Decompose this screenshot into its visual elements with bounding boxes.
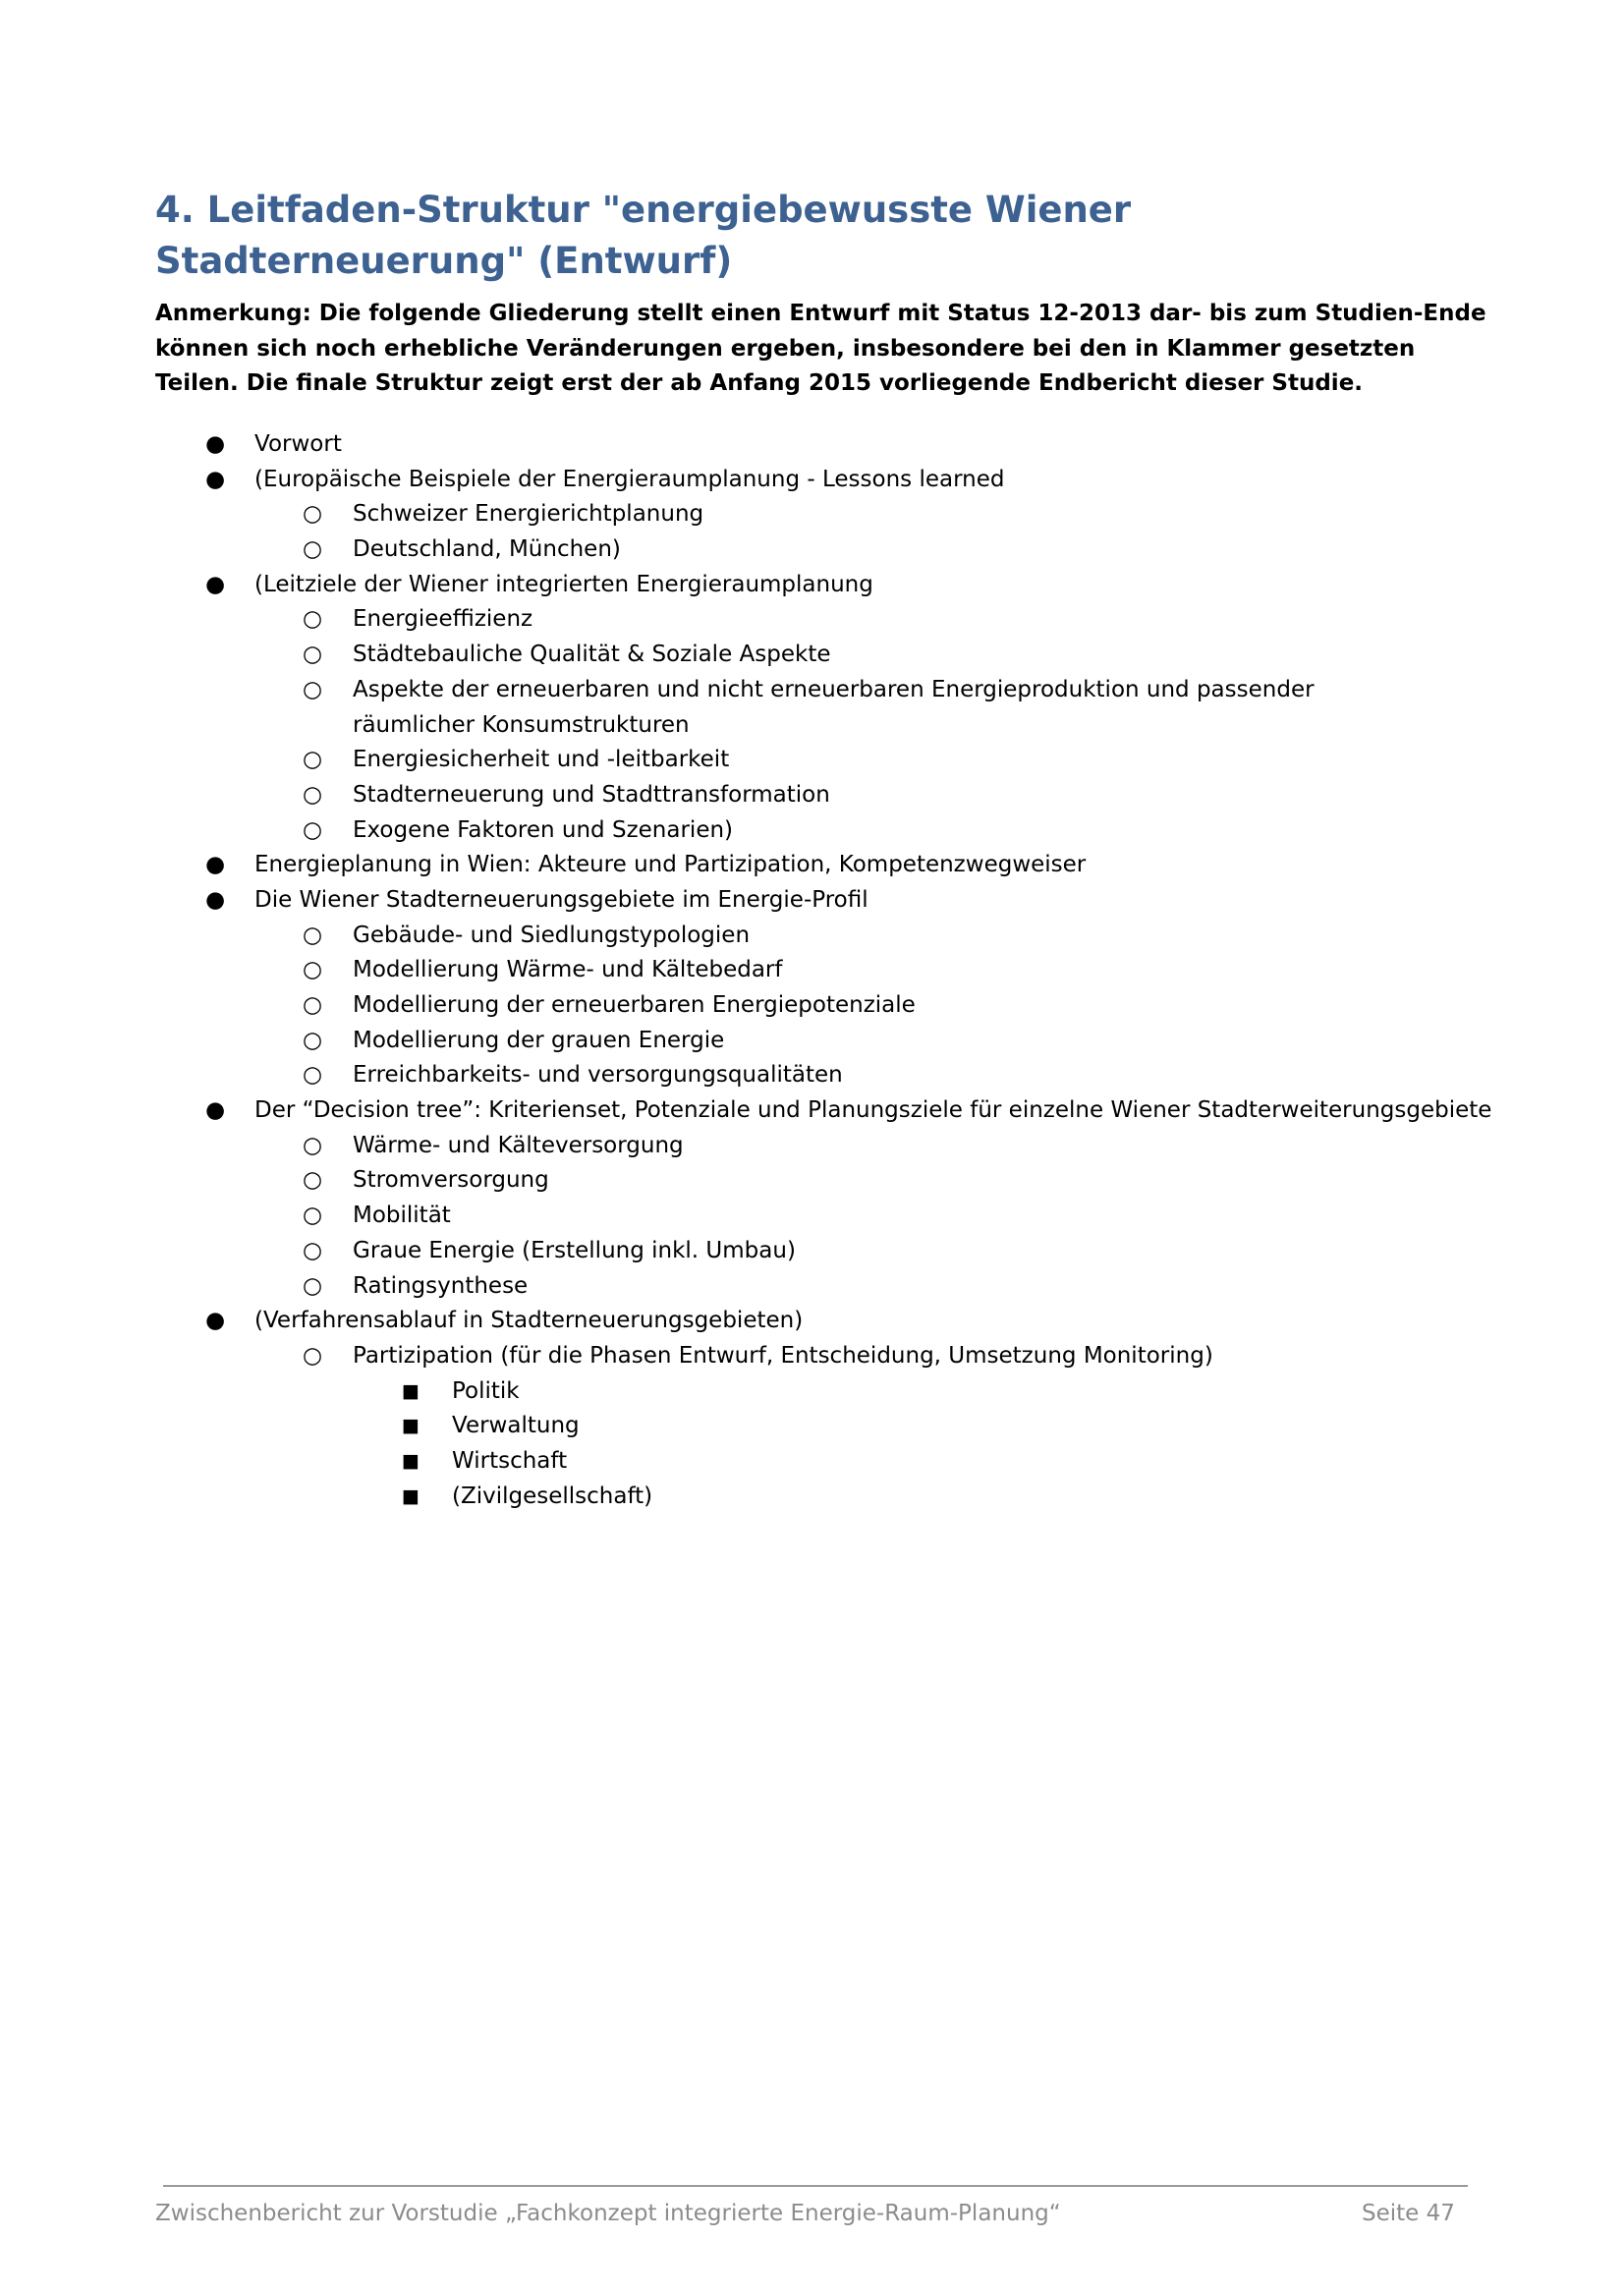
- list-item-text: Wärme- und Kälteversorgung: [353, 1132, 684, 1158]
- list-item: [0, 1093, 1491, 1129]
- bullet-disc-icon: ●: [205, 466, 226, 492]
- list-item-text: Schweizer Energierichtplanung: [353, 501, 704, 528]
- list-item-text: Graue Energie (Erstellung inkl. Umbau): [353, 1237, 796, 1263]
- bullet-circle-icon: ○: [303, 1272, 323, 1299]
- bullet-disc-icon: ●: [205, 852, 226, 878]
- bullet-circle-icon: ○: [303, 747, 323, 773]
- list-item: [0, 1234, 1491, 1269]
- bullet-circle-icon: ○: [303, 1342, 323, 1369]
- list-item: [0, 1199, 1491, 1234]
- list-item-text: Exogene Faktoren und Szenarien): [353, 816, 734, 843]
- list-item: [0, 602, 1491, 638]
- list-item-text: (Leitziele der Wiener integrierten Energieraumplanung: [254, 571, 873, 597]
- list-item: [0, 1163, 1491, 1199]
- bullet-circle-icon: ○: [303, 1237, 323, 1263]
- list-item-text: Politik: [452, 1377, 520, 1404]
- page-number: Seite 47: [1362, 2201, 1455, 2226]
- list-item-text: Deutschland, München): [353, 536, 621, 563]
- list-item-text: Partizipation (für die Phasen Entwurf, Entscheidung, Umsetzung Monitoring): [353, 1342, 1213, 1369]
- section-heading: 4. Leitfaden-Struktur "energiebewusste Wiener Stadterneuerung" (Entwurf): [155, 189, 1132, 282]
- list-item: [0, 1129, 1491, 1164]
- bullet-circle-icon: ○: [303, 1203, 323, 1229]
- list-item-text: (Verfahrensablauf in Stadterneuerungsgebieten): [254, 1308, 804, 1334]
- list-item-text: Vorwort: [254, 431, 342, 457]
- footer-divider: [163, 2185, 1468, 2187]
- list-item-text: Energieplanung in Wien: Akteure und Partizipation, Kompetenzwegweiser: [254, 852, 1087, 878]
- bullet-square-icon: ■: [402, 1379, 420, 1402]
- list-item-text: Stadterneuerung und Stadttransformation: [353, 781, 830, 808]
- list-item-text: Erreichbarkeits- und versorgungsqualitäten: [353, 1062, 843, 1089]
- bullet-circle-icon: ○: [303, 642, 323, 668]
- bullet-circle-icon: ○: [303, 606, 323, 633]
- list-item-text: Der “Decision tree”: Kriterienset, Potenziale und Planungsziele für einzelne Wiener Stadterweiterungsgebiete: [254, 1097, 1492, 1124]
- list-item: [0, 919, 1491, 954]
- list-item-text: Wirtschaft: [452, 1447, 568, 1474]
- footer-document-title: Zwischenbericht zur Vorstudie „Fachkonzept integrierte Energie-Raum-Planung“: [155, 2201, 1061, 2226]
- list-item: [0, 953, 1491, 988]
- list-item-text: Verwaltung: [452, 1413, 580, 1439]
- list-item: [0, 532, 1491, 568]
- bullet-circle-icon: ○: [303, 781, 323, 808]
- list-item-text: Mobilität: [353, 1203, 451, 1229]
- list-item: [0, 1444, 1491, 1480]
- list-item: [0, 1058, 1491, 1093]
- list-item: [0, 813, 1491, 849]
- bullet-disc-icon: ●: [205, 431, 226, 457]
- list-item: [0, 638, 1491, 673]
- outline-list: [0, 427, 1491, 1514]
- list-item-text: Gebäude- und Siedlungstypologien: [353, 922, 751, 948]
- list-item-text: Modellierung der grauen Energie: [353, 1027, 725, 1053]
- bullet-circle-icon: ○: [303, 501, 323, 528]
- draft-note: Anmerkung: Die folgende Gliederung stellt einen Entwurf mit Status 12-2013 dar- bis zum Studien-Ende können sich noch erhebliche Veränderungen ergeben, insbesondere bei den in Klammer gesetzten Teilen. Die finale Struktur zeigt erst der ab Anfang 2015 vorliegende Endbericht dieser Studie.: [155, 301, 1486, 396]
- list-item: [0, 568, 1491, 603]
- list-item-text: Die Wiener Stadterneuerungsgebiete im Energie-Profil: [254, 886, 868, 913]
- bullet-square-icon: ■: [402, 1415, 420, 1437]
- list-item-text: Ratingsynthese: [353, 1272, 529, 1299]
- list-item-text: Städtebauliche Qualität & Soziale Aspekte: [353, 642, 831, 668]
- list-item-text: Energieeffizienz: [353, 606, 533, 633]
- list-item-text: Energiesicherheit und -leitbarkeit: [353, 747, 730, 773]
- bullet-square-icon: ■: [402, 1484, 420, 1507]
- bullet-circle-icon: ○: [303, 536, 323, 563]
- list-item: [0, 848, 1491, 883]
- bullet-circle-icon: ○: [303, 816, 323, 843]
- list-item: [0, 743, 1491, 778]
- list-item: [0, 1304, 1491, 1339]
- list-item: [0, 497, 1491, 532]
- bullet-disc-icon: ●: [205, 886, 226, 913]
- list-item: [0, 673, 1424, 743]
- list-item: [0, 1269, 1491, 1305]
- bullet-circle-icon: ○: [303, 922, 323, 948]
- list-item: [0, 778, 1491, 813]
- bullet-circle-icon: ○: [303, 957, 323, 983]
- list-item: [0, 988, 1491, 1024]
- list-item: [0, 883, 1491, 919]
- bullet-disc-icon: ●: [205, 1097, 226, 1124]
- bullet-circle-icon: ○: [303, 1167, 323, 1194]
- list-item-text: (Europäische Beispiele der Energieraumplanung - Lessons learned: [254, 466, 1005, 492]
- list-item: [0, 1339, 1491, 1374]
- list-item-text: Stromversorgung: [353, 1167, 549, 1194]
- bullet-circle-icon: ○: [303, 1027, 323, 1053]
- bullet-disc-icon: ●: [205, 571, 226, 597]
- list-item: [0, 1374, 1491, 1410]
- list-item-text: (Zivilgesellschaft): [452, 1483, 653, 1509]
- list-item: [0, 1024, 1491, 1059]
- bullet-circle-icon: ○: [303, 992, 323, 1019]
- list-item: [0, 1409, 1491, 1444]
- list-item: [0, 1480, 1491, 1515]
- list-item-text: Aspekte der erneuerbaren und nicht erneuerbaren Energieproduktion und passender räumlicher Konsumstrukturen: [353, 676, 1315, 738]
- bullet-square-icon: ■: [402, 1449, 420, 1472]
- bullet-circle-icon: ○: [303, 1062, 323, 1089]
- bullet-disc-icon: ●: [205, 1308, 226, 1334]
- bullet-circle-icon: ○: [303, 1132, 323, 1158]
- list-item: [0, 427, 1491, 463]
- bullet-circle-icon: ○: [303, 676, 323, 702]
- list-item-text: Modellierung Wärme- und Kältebedarf: [353, 957, 783, 983]
- list-item-text: Modellierung der erneuerbaren Energiepotenziale: [353, 992, 916, 1019]
- list-item: [0, 463, 1491, 498]
